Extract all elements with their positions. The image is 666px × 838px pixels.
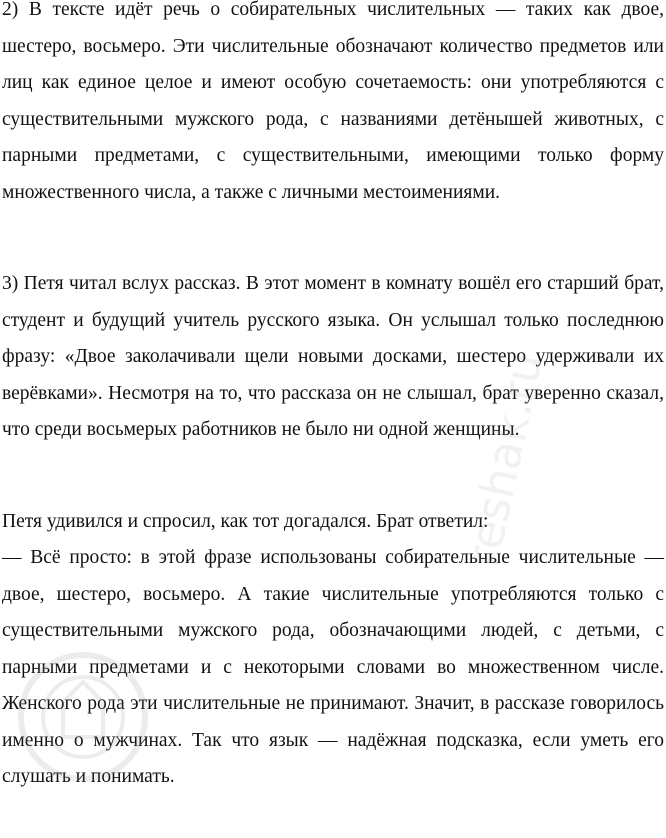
watermark-text: reshak.ru — [455, 347, 553, 572]
paragraph-answer: — Всё просто: в этой фразе использованы собирательные числительные — двое, шестеро, восьмеро. А такие числительные употребляются только с существительными мужского рода, обозначающими людей, с детьми, с парными предметами и с некоторыми словами во множественном числе. Женского рода эти числительные не принимают. Значит, в рассказе говорилось именно о мужчинах. Так что язык — надёжная подсказка, если уметь его слушать и понимать. — [2, 547, 664, 787]
paragraph-question: Петя удивился и спросил, как тот догадался. Брат ответил: — [2, 511, 489, 532]
paragraph-3: 3) Петя читал вслух рассказ. В этот момент в комнату вошёл его старший брат, студент и будущий учитель русского языка. Он услышал только последнюю фразу: «Двое заколачивали щели новыми досками, шестеро удерживали их верёвками». Несмотря на то, что рассказа он не слышал, брат уверенно сказал, что среди восьмерых работников не было ни одной женщины. — [2, 273, 664, 440]
paragraph-2: 2) В тексте идёт речь о собирательных числительных — таких как двое, шестеро, восьмеро. Эти числительные обозначают количество предметов или лиц как единое целое и имеют особую сочетаемость: они употребляются с существительными мужского рода, с названиями детёнышей животных, с парными предметами, с существительными, имеющими только форму множественного числа, а также с личными местоимениями. — [2, 0, 664, 203]
